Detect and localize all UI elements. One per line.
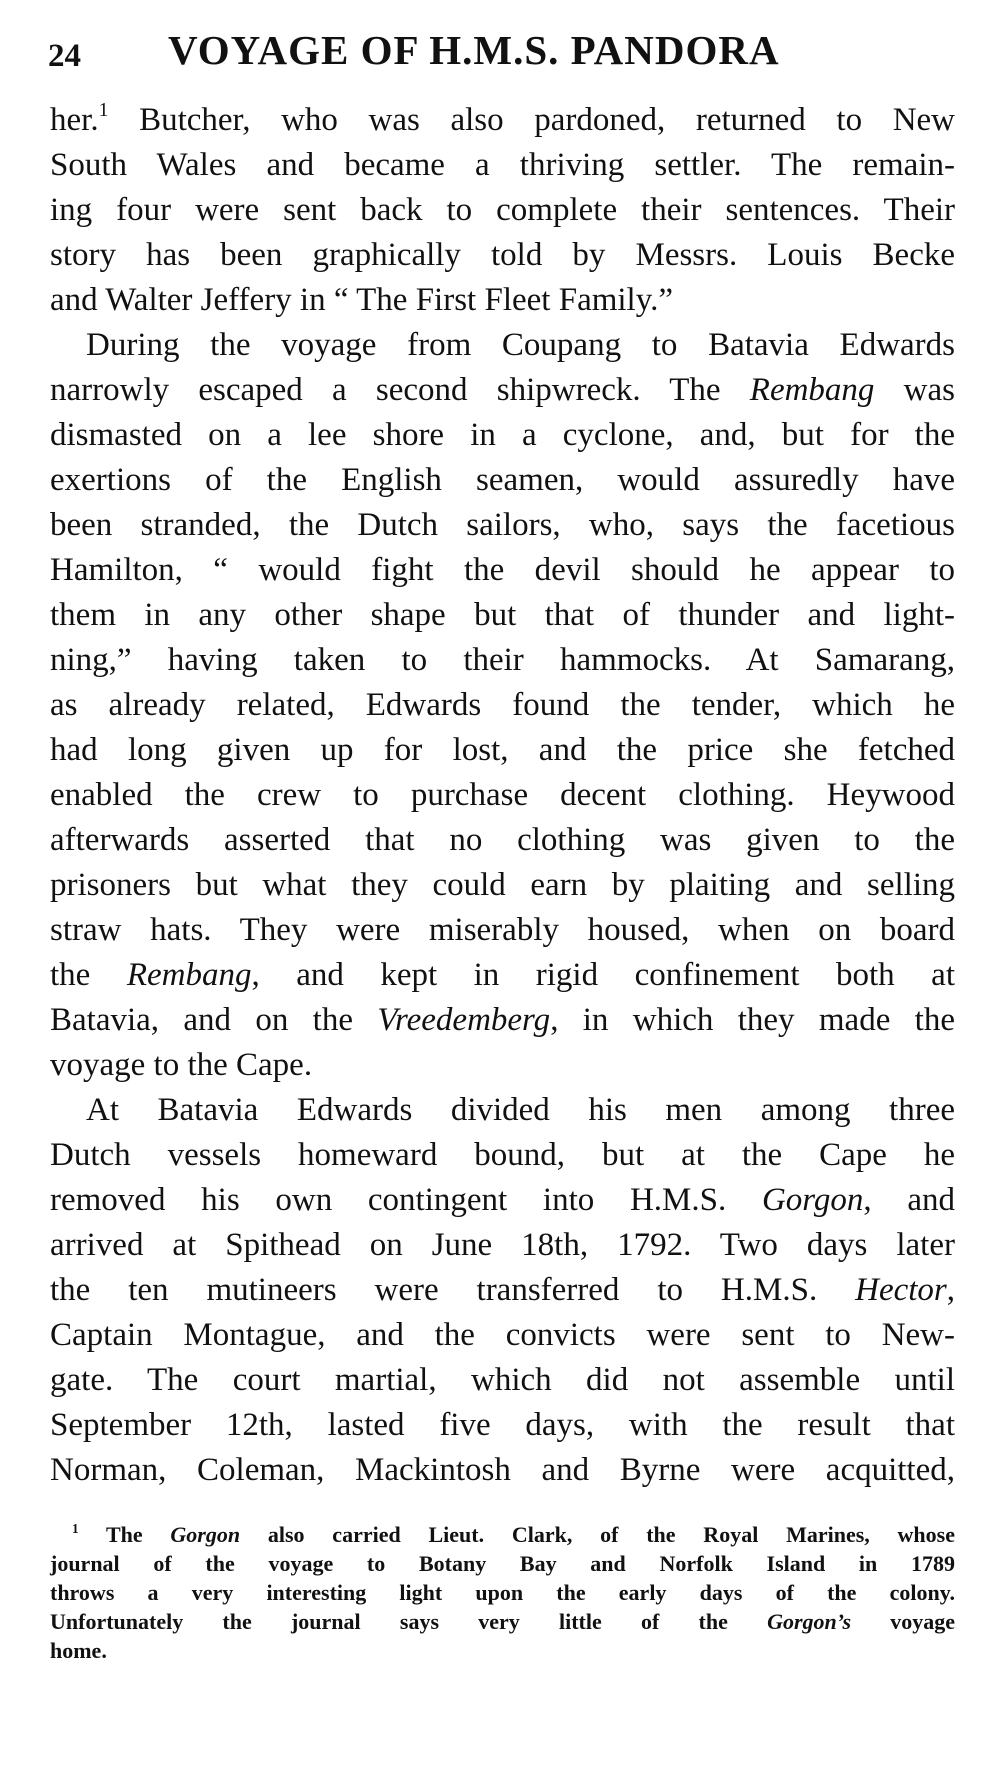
footnote-line: journal of the voyage to Botany Bay and Norfolk Island in 1789 [50,1551,955,1576]
page-header [48,26,948,86]
ship-name: Rembang [749,372,875,408]
body-text [50,98,955,1493]
footnote [50,1520,955,1665]
footnote-line: home. [50,1638,107,1663]
ship-name: Vreedemberg [377,1002,551,1038]
running-title: VOYAGE OF H.M.S. PANDORA [168,27,780,73]
footnote-line: $^1$ The Gorgon also carried Lieut. Clark, of the Royal Marines, whose [72,1520,955,1547]
ship-name: Hector [855,1272,947,1308]
text-line: At Batavia Edwards divided his men among three [86,1092,955,1128]
text-line: the Rembang, and kept in rigid confinement both at [50,957,955,993]
text-line: voyage to the Cape. [50,1047,313,1083]
text-line: narrowly escaped a second shipwreck. The Rembang was [50,372,955,408]
ship-name: Gorgon [761,1182,864,1218]
footnote-line: Unfortunately the journal says very little of the Gorgon’s voyage [50,1609,956,1634]
ship-name: Gorgon [170,1522,241,1547]
text-line: the ten mutineers were transferred to H.M.S. Hector, [50,1272,955,1308]
text-line: arrived at Spithead on June 18th, 1792. Two days later [50,1227,955,1263]
footnote-marker: 1 [72,1520,79,1536]
text-line: Norman, Coleman, Mackintosh and Byrne were acquitted, [50,1452,955,1488]
text-line: had long given up for lost, and the price she fetched [50,732,955,768]
text-line: dismasted on a lee shore in a cyclone, and, but for the [50,417,955,453]
text-line: Dutch vessels homeward bound, but at the Cape he [50,1137,955,1173]
text-line: ing four were sent back to complete their sentences. Their [50,192,955,228]
ship-name: Rembang [126,957,252,993]
text-line: as already related, Edwards found the tender, which he [50,687,955,723]
text-line: removed his own contingent into H.M.S. Gorgon, and [50,1182,955,1218]
text-line: her.$^1$ Butcher, who was also pardoned, returned to New [50,99,955,138]
text-line: During the voyage from Coupang to Batavia Edwards [86,327,955,363]
text-line: enabled the crew to purchase decent clothing. Heywood [50,777,955,813]
text-line: South Wales and became a thriving settler. The remain- [50,147,955,183]
footnote-marker: 1 [98,99,109,122]
text-line: straw hats. They were miserably housed, when on board [50,912,955,948]
text-line: gate. The court martial, which did not assemble until [50,1362,955,1398]
text-line: ning,” having taken to their hammocks. At Samarang, [50,642,955,678]
footnote-line: throws a very interesting light upon the early days of the colony. [50,1580,955,1605]
page-number: 24 [48,38,81,74]
text-line: exertions of the English seamen, would assuredly have [50,462,955,498]
ship-name: Gorgon’s [767,1609,852,1634]
text-line: them in any other shape but that of thunder and light- [50,597,955,633]
text-line: and Walter Jeffery in “ The First Fleet Family.” [50,282,673,318]
text-line: story has been graphically told by Messrs. Louis Becke [50,237,955,273]
text-line: Hamilton, “ would fight the devil should he appear to [50,552,955,588]
text-line: been stranded, the Dutch sailors, who, says the facetious [50,507,955,543]
text-line: prisoners but what they could earn by plaiting and selling [50,867,955,903]
text-line: afterwards asserted that no clothing was given to the [50,822,955,858]
text-line: Batavia, and on the Vreedemberg, in which they made the [50,1002,955,1038]
text-line: Captain Montague, and the convicts were sent to New- [50,1317,955,1353]
text-line: September 12th, lasted five days, with the result that [50,1407,955,1443]
